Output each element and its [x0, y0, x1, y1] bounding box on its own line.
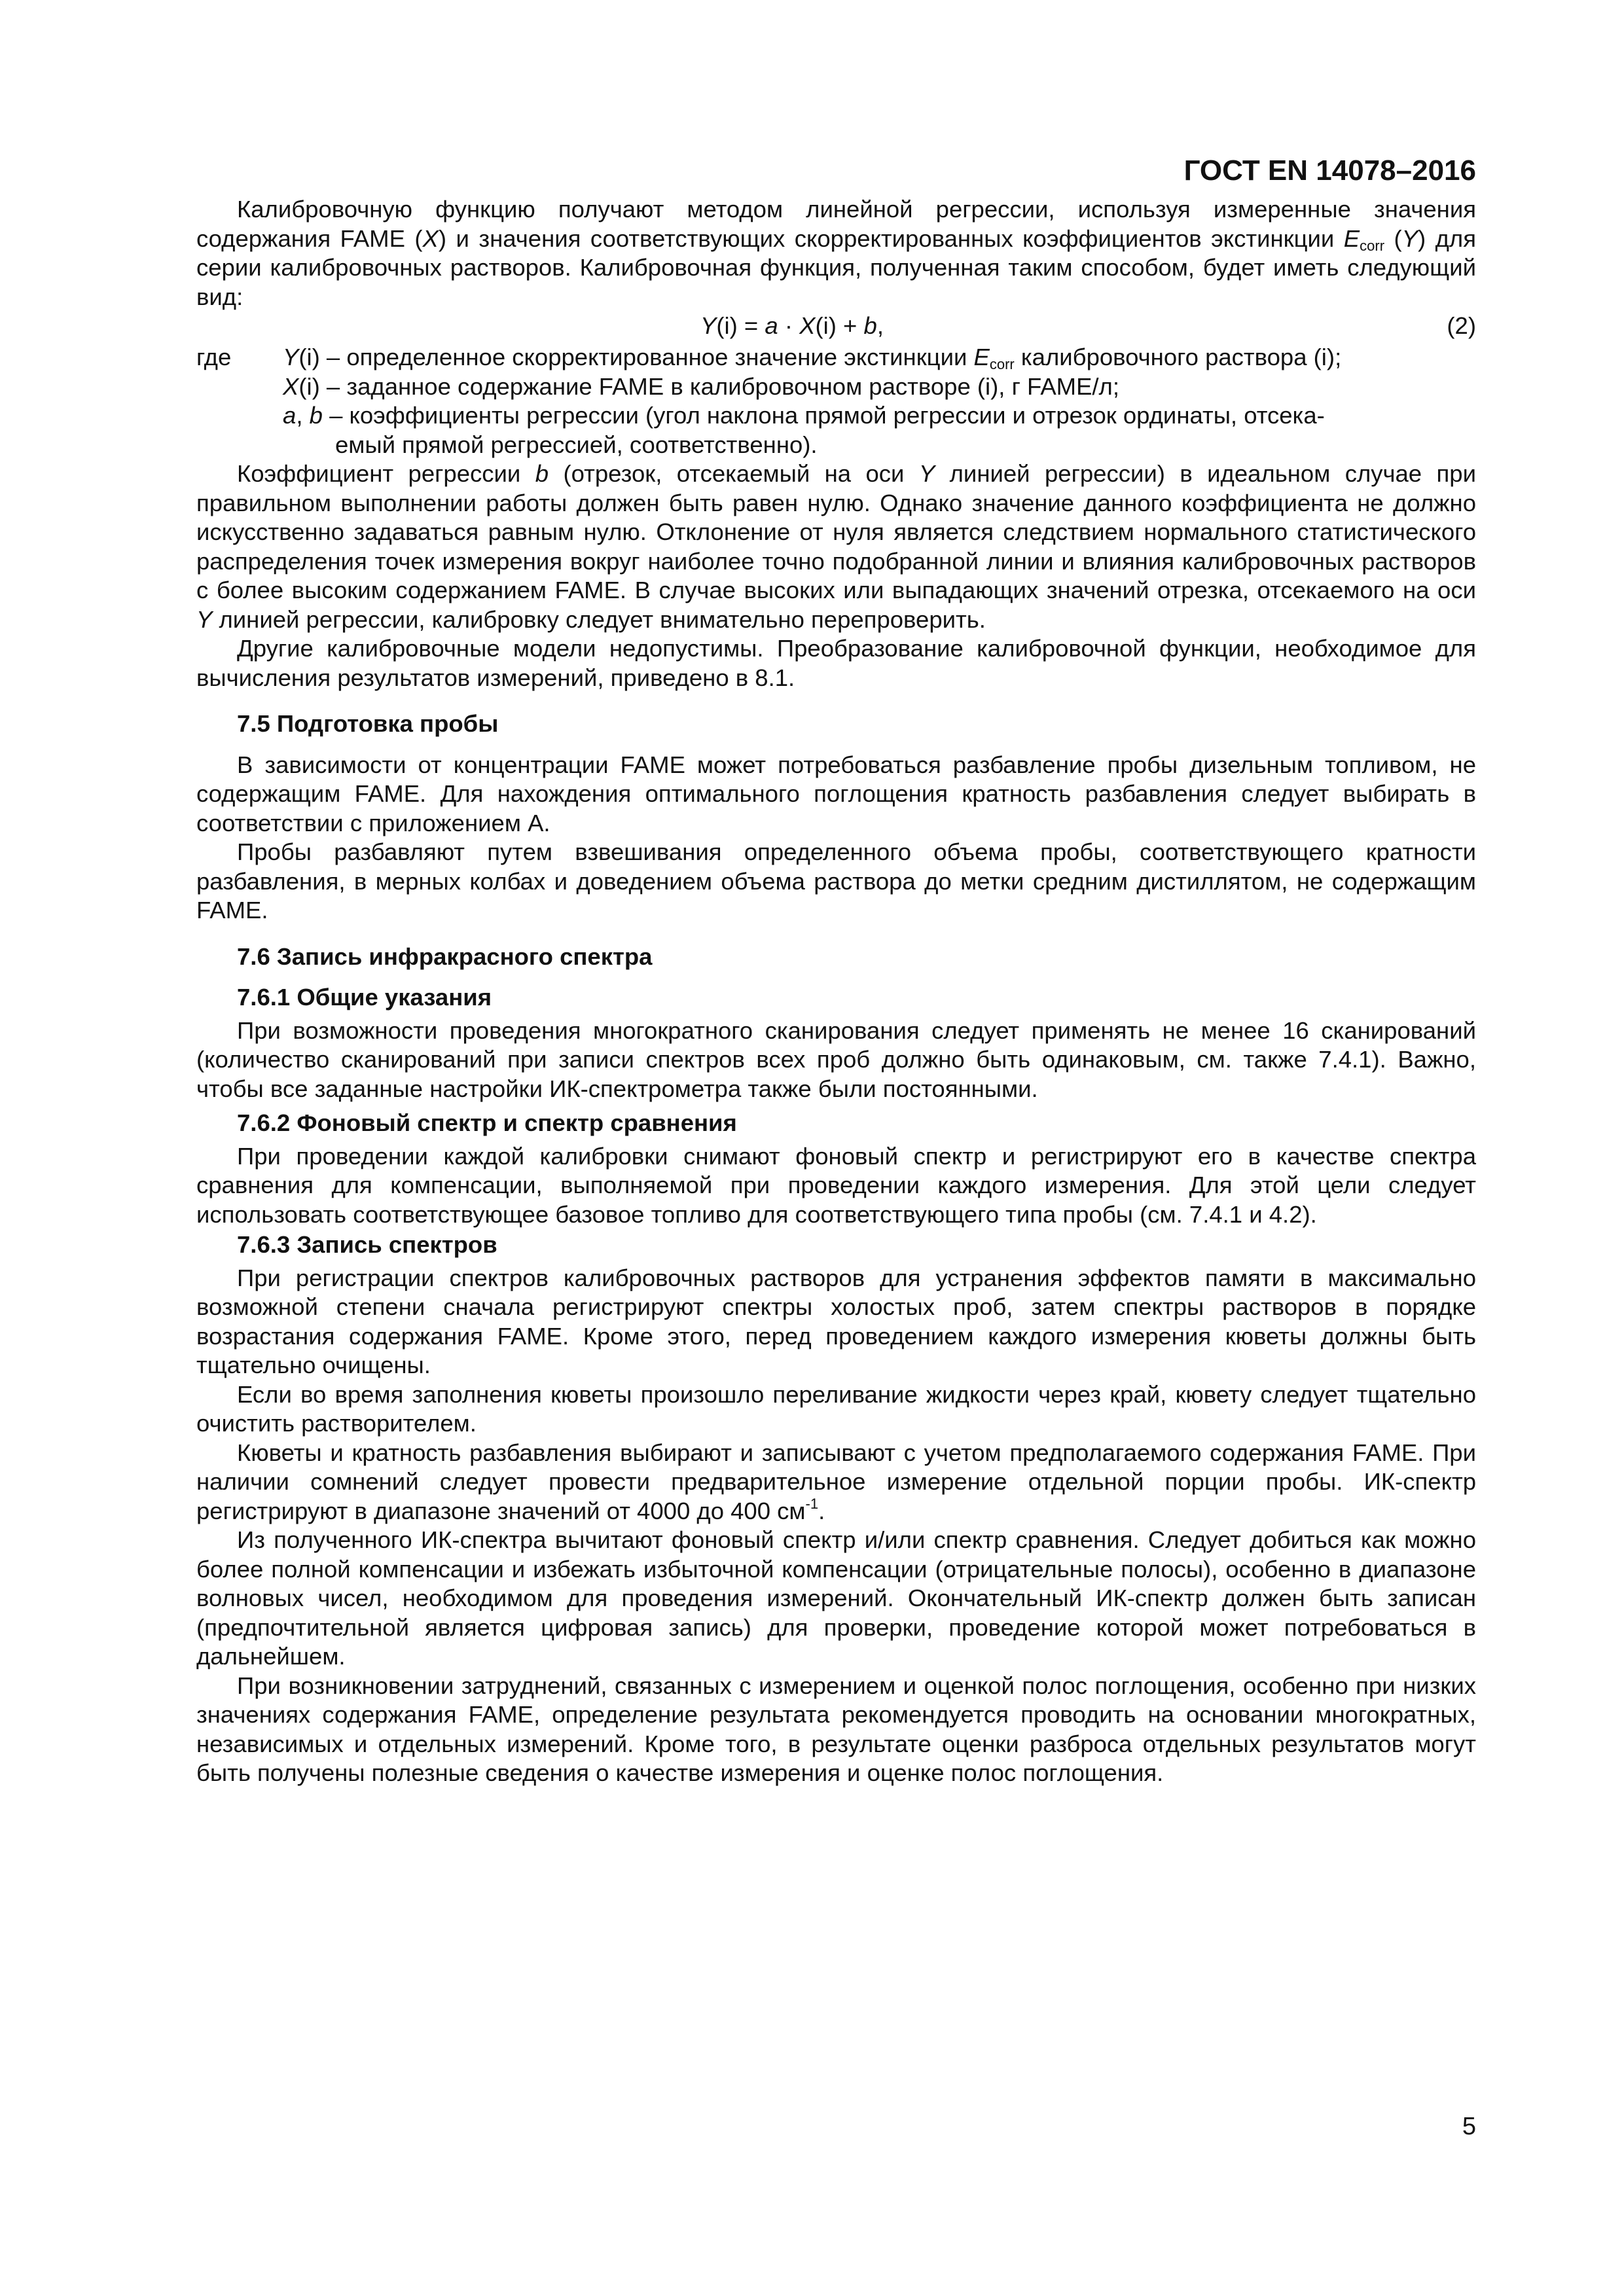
- section-7-6-3-paragraph-1: При регистрации спектров калибровочных растворов для устранения эффектов памяти в максимально возможной степени сначала регистрируют спектры холостых проб, затем спектры растворов в порядке возрастания содержания FAME. Кроме этого, перед проведением каждого измерения кюветы должны быть тщательно очищены.: [196, 1264, 1476, 1378]
- intro-paragraph-1: Калибровочную функцию получают методом линейной регрессии, используя измеренные значения содержания FAME (X) и значения соответствующих скорректированных коэффициентов экстинкции $E_{corr}$ (Y) для серии калибровочных растворов. Калибровочная функция, полученная таким способом, будет иметь следующий вид:: [196, 196, 1476, 310]
- section-7-6-1-title: 7.6.1 Общие указания: [237, 984, 492, 1011]
- intro-paragraph-2: Коэффициент регрессии b (отрезок, отсекаемый на оси Y линией регрессии) в идеальном случае при правильном выполнении работы должен быть равен нулю. Однако значение данного коэффициента не должно искусственно задаваться равным нулю. Отклонение от нуля является следствием нормального статистического распределения точек измерения вокруг наиболее точно подобранной линии и влияния калибровочных растворов с более высоким содержанием FAME. В случае высоких или выпадающих значений отрезка, отсекаемого на оси Y линией регрессии, калибровку следует внимательно перепроверить.: [196, 460, 1476, 633]
- section-7-6-3-paragraph-3: Кюветы и кратность разбавления выбирают и записывают с учетом предполагаемого содержания FAME. При наличии сомнений следует провести предварительное измерение отдельной порции пробы. ИК-спектр регистрируют в диапазоне значений от 4000 до 400 $см^{-1}$.: [196, 1439, 1476, 1524]
- section-7-5-title: 7.5 Подготовка пробы: [237, 710, 499, 737]
- section-7-5-paragraph-2: Пробы разбавляют путем взвешивания определенного объема пробы, соответствующего кратности разбавления, в мерных колбах и доведением объема раствора до метки средним дистиллятом, не содержащим FAME.: [196, 838, 1476, 924]
- legend-row-ab: a, b – коэффициенты регрессии (угол наклона прямой регрессии и отрезок ординаты, отсека-: [283, 402, 1325, 429]
- legend-row-y: где Y(i) – определенное скорректированное значение экстинкции $E_{corr}$ калибровочного раствора (i);: [196, 344, 1342, 372]
- section-7-6-3-paragraph-2: Если во время заполнения кюветы произошло переливание жидкости через край, кювету следует тщательно очистить растворителем.: [196, 1380, 1476, 1437]
- section-7-6-2-title: 7.6.2 Фоновый спектр и спектр сравнения: [237, 1109, 737, 1136]
- formula-expression: Y(i) = a · X(i) + b,: [700, 312, 884, 339]
- formula-number: (2): [1447, 312, 1476, 339]
- section-7-6-title: 7.6 Запись инфракрасного спектра: [237, 942, 653, 970]
- section-7-6-3-paragraph-5: При возникновении затруднений, связанных с измерением и оценкой полос поглощения, особенно при низких значениях содержания FAME, определение результата рекомендуется проводить на основании многократных, независимых и отдельных измерений. Кроме того, в результате оценки разброса отдельных результатов могут быть получены полезные сведения о качестве измерения и оценке полос поглощения.: [196, 1672, 1476, 1786]
- section-7-6-2-paragraph-1: При проведении каждой калибровки снимают фоновый спектр и регистрируют его в качестве спектра сравнения для компенсации, выполняемой при проведении каждого измерения. Для этой цели следует использовать соответствующее базовое топливо для соответствующего типа пробы (см. 7.4.1 и 4.2).: [196, 1142, 1476, 1228]
- formula-legend: [196, 343, 1476, 459]
- legend-row-x: X(i) – заданное содержание FAME в калибровочном растворе (i), г FAME/л;: [283, 372, 1119, 400]
- section-7-6-3-title: 7.6.3 Запись спектров: [237, 1231, 497, 1258]
- document-page: [196, 118, 1476, 2251]
- section-7-6-3-paragraph-4: Из полученного ИК-спектра вычитают фоновый спектр и/или спектр сравнения. Следует добиться как можно более полной компенсации и избежать избыточной компенсации (отрицательные полосы), особенно в диапазоне волновых чисел, необходимом для проведения измерений. Окончательный ИК-спектр должен быть записан (предпочтительной является цифровая запись) для проверки, проведение которой может потребоваться в дальнейшем.: [196, 1526, 1476, 1670]
- page-number: 5: [1462, 2113, 1476, 2140]
- document-body: [196, 195, 1476, 1788]
- section-7-5-paragraph-1: В зависимости от концентрации FAME может потребоваться разбавление пробы дизельным топливом, не содержащим FAME. Для нахождения оптимального поглощения кратность разбавления следует выбирать в соответствии с приложением А.: [196, 751, 1476, 836]
- legend-where-label: где: [196, 344, 232, 370]
- intro-paragraph-3: Другие калибровочные модели недопустимы. Преобразование калибровочной функции, необходимое для вычисления результатов измерений, приведено в 8.1.: [196, 635, 1476, 691]
- section-7-6-1-paragraph-1: При возможности проведения многократного сканирования следует применять не менее 16 сканирований (количество сканирований при записи спектров всех проб должно быть одинаковым, см. также 7.4.1). Важно, чтобы все заданные настройки ИК-спектрометра также были постоянными.: [196, 1016, 1476, 1102]
- legend-row-ab-cont: емый прямой регрессией, соответственно).: [335, 431, 818, 458]
- regression-formula: [196, 312, 1476, 343]
- document-header: ГОСТ EN 14078–2016: [1183, 154, 1476, 187]
